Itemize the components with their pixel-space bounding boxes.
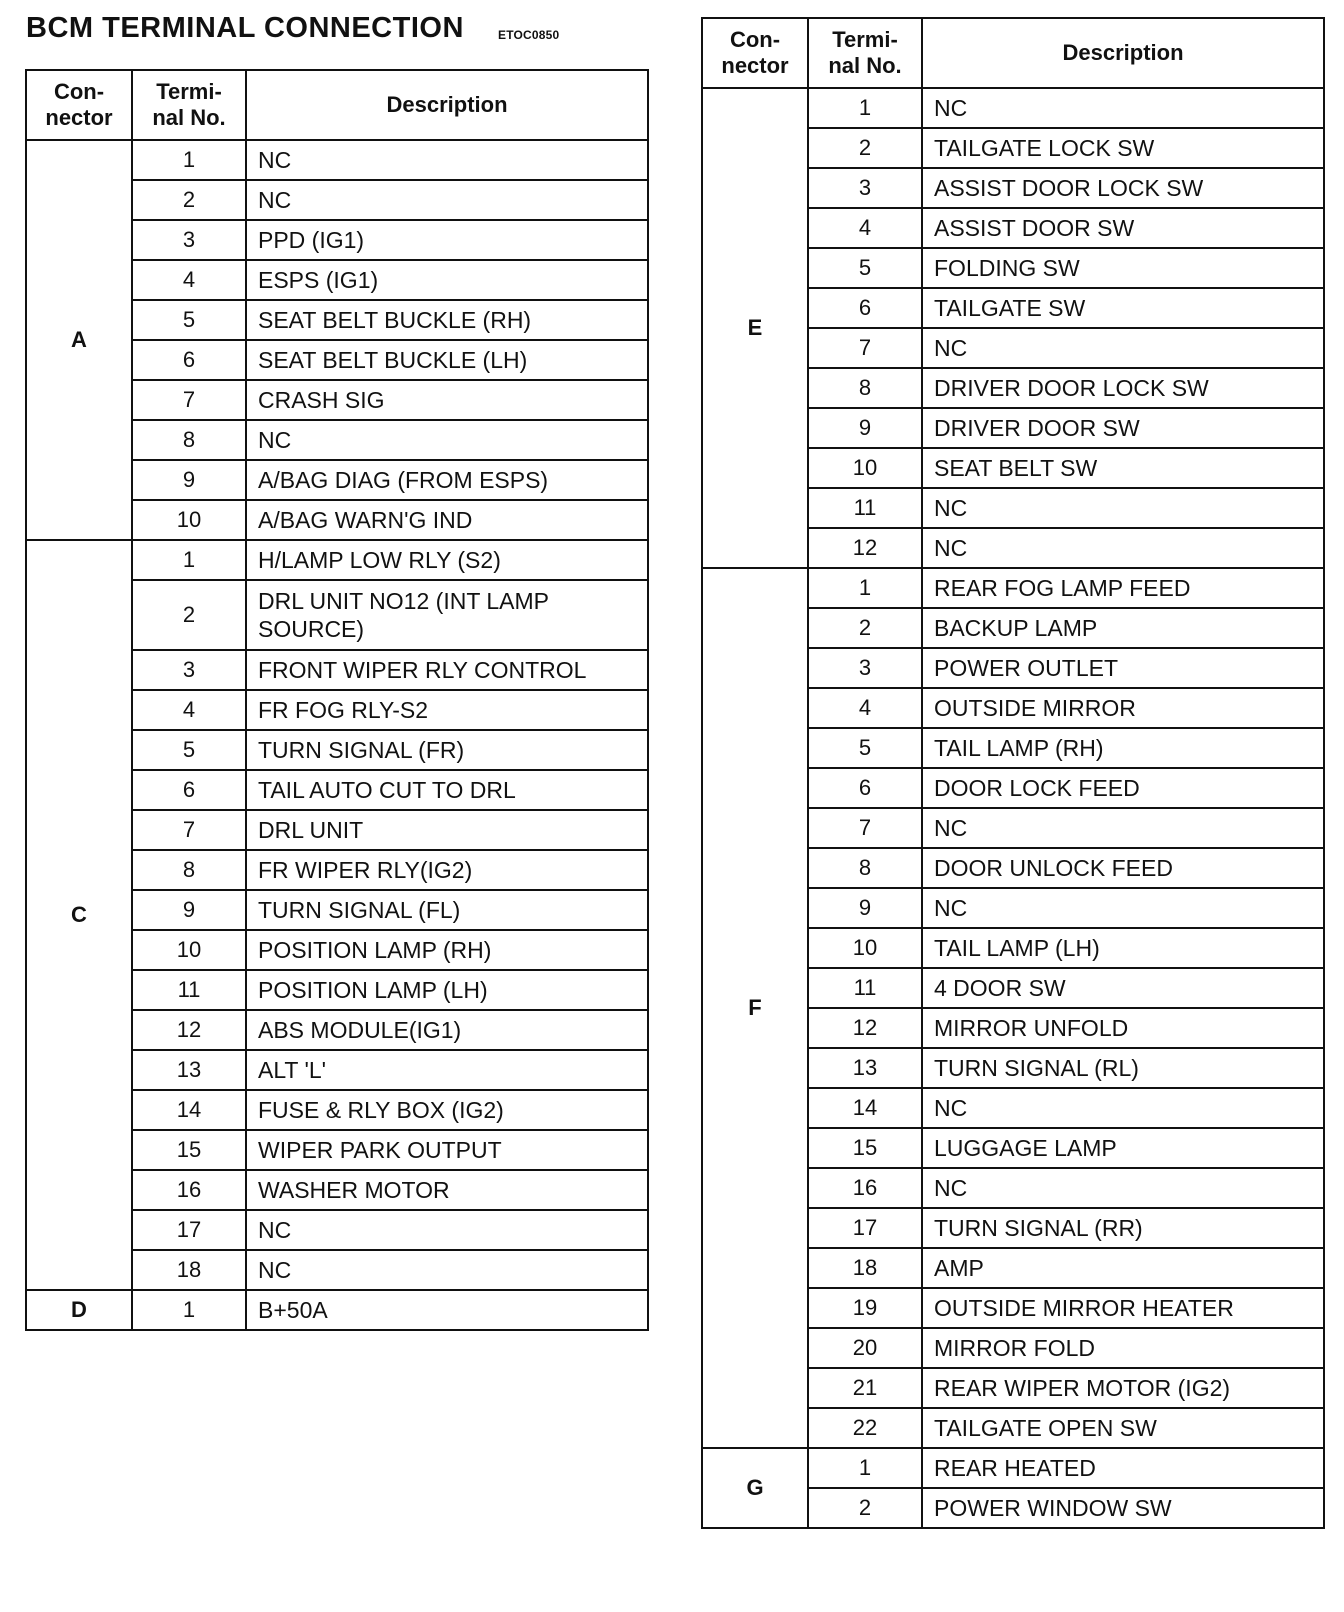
description-cell: BACKUP LAMP (922, 608, 1324, 648)
terminal-number-cell: 10 (808, 448, 922, 488)
terminal-number-cell: 10 (132, 500, 246, 540)
header-terminal: Termi- nal No. (132, 70, 246, 140)
terminal-number-cell: 6 (132, 770, 246, 810)
terminal-number-cell: 8 (132, 420, 246, 460)
description-cell: POWER WINDOW SW (922, 1488, 1324, 1528)
terminal-number-cell: 1 (808, 88, 922, 128)
description-cell: TAIL LAMP (LH) (922, 928, 1324, 968)
table-row (702, 1448, 1324, 1488)
terminal-number-cell: 16 (808, 1168, 922, 1208)
terminal-number-cell: 13 (132, 1050, 246, 1090)
terminal-number-cell: 2 (808, 1488, 922, 1528)
terminal-table-left (25, 69, 649, 1331)
terminal-number-cell: 8 (132, 850, 246, 890)
description-cell: TAIL LAMP (RH) (922, 728, 1324, 768)
description-cell: NC (922, 488, 1324, 528)
terminal-number-cell: 4 (132, 690, 246, 730)
description-cell: DRIVER DOOR LOCK SW (922, 368, 1324, 408)
description-cell: MIRROR UNFOLD (922, 1008, 1324, 1048)
terminal-number-cell: 5 (808, 728, 922, 768)
terminal-number-cell: 11 (808, 968, 922, 1008)
description-cell: ABS MODULE(IG1) (246, 1010, 648, 1050)
description-cell: OUTSIDE MIRROR HEATER (922, 1288, 1324, 1328)
description-cell: DRL UNIT (246, 810, 648, 850)
description-cell: NC (922, 88, 1324, 128)
description-cell: TURN SIGNAL (RR) (922, 1208, 1324, 1248)
description-cell: TAILGATE SW (922, 288, 1324, 328)
description-cell: NC (246, 1210, 648, 1250)
terminal-number-cell: 12 (808, 1008, 922, 1048)
terminal-number-cell: 1 (132, 540, 246, 580)
terminal-number-cell: 6 (808, 768, 922, 808)
terminal-number-cell: 5 (808, 248, 922, 288)
terminal-number-cell: 10 (132, 930, 246, 970)
description-cell: MIRROR FOLD (922, 1328, 1324, 1368)
connector-cell: G (702, 1448, 808, 1528)
description-cell: NC (246, 1250, 648, 1290)
terminal-number-cell: 22 (808, 1408, 922, 1448)
terminal-number-cell: 18 (132, 1250, 246, 1290)
description-cell: DRL UNIT NO12 (INT LAMP SOURCE) (246, 580, 648, 650)
description-cell: NC (246, 180, 648, 220)
description-cell: NC (922, 528, 1324, 568)
description-cell: TURN SIGNAL (FL) (246, 890, 648, 930)
terminal-number-cell: 8 (808, 848, 922, 888)
description-cell: NC (922, 808, 1324, 848)
description-cell: FR WIPER RLY(IG2) (246, 850, 648, 890)
connector-cell: D (26, 1290, 132, 1330)
description-cell: SEAT BELT BUCKLE (LH) (246, 340, 648, 380)
terminal-number-cell: 7 (808, 328, 922, 368)
description-cell: DRIVER DOOR SW (922, 408, 1324, 448)
figure-code: ETOC0850 (498, 28, 560, 42)
description-cell: POSITION LAMP (RH) (246, 930, 648, 970)
terminal-number-cell: 6 (808, 288, 922, 328)
terminal-number-cell: 3 (132, 650, 246, 690)
terminal-number-cell: 4 (132, 260, 246, 300)
terminal-number-cell: 15 (808, 1128, 922, 1168)
terminal-table-right (701, 17, 1325, 1529)
description-cell: LUGGAGE LAMP (922, 1128, 1324, 1168)
terminal-number-cell: 2 (808, 128, 922, 168)
terminal-number-cell: 4 (808, 208, 922, 248)
description-cell: NC (922, 328, 1324, 368)
terminal-number-cell: 18 (808, 1248, 922, 1288)
description-cell: TAILGATE LOCK SW (922, 128, 1324, 168)
terminal-number-cell: 2 (132, 580, 246, 650)
terminal-number-cell: 12 (132, 1010, 246, 1050)
table-row (26, 540, 648, 580)
terminal-number-cell: 13 (808, 1048, 922, 1088)
terminal-number-cell: 2 (132, 180, 246, 220)
connector-cell: A (26, 140, 132, 540)
terminal-number-cell: 17 (132, 1210, 246, 1250)
terminal-number-cell: 7 (132, 380, 246, 420)
terminal-number-cell: 12 (808, 528, 922, 568)
header-description: Description (922, 18, 1324, 88)
terminal-number-cell: 5 (132, 730, 246, 770)
terminal-number-cell: 14 (132, 1090, 246, 1130)
terminal-number-cell: 7 (808, 808, 922, 848)
description-cell: DOOR UNLOCK FEED (922, 848, 1324, 888)
terminal-number-cell: 17 (808, 1208, 922, 1248)
description-cell: FUSE & RLY BOX (IG2) (246, 1090, 648, 1130)
description-cell: TAILGATE OPEN SW (922, 1408, 1324, 1448)
terminal-number-cell: 9 (132, 460, 246, 500)
terminal-number-cell: 2 (808, 608, 922, 648)
terminal-number-cell: 14 (808, 1088, 922, 1128)
description-cell: WASHER MOTOR (246, 1170, 648, 1210)
terminal-number-cell: 6 (132, 340, 246, 380)
terminal-number-cell: 7 (132, 810, 246, 850)
description-cell: TURN SIGNAL (FR) (246, 730, 648, 770)
description-cell: POSITION LAMP (LH) (246, 970, 648, 1010)
terminal-number-cell: 9 (132, 890, 246, 930)
description-cell: REAR HEATED (922, 1448, 1324, 1488)
description-cell: REAR FOG LAMP FEED (922, 568, 1324, 608)
terminal-number-cell: 21 (808, 1368, 922, 1408)
table-row (26, 1290, 648, 1330)
header-connector: Con- nector (702, 18, 808, 88)
description-cell: SEAT BELT BUCKLE (RH) (246, 300, 648, 340)
terminal-number-cell: 19 (808, 1288, 922, 1328)
description-cell: FR FOG RLY-S2 (246, 690, 648, 730)
header-terminal: Termi- nal No. (808, 18, 922, 88)
terminal-number-cell: 8 (808, 368, 922, 408)
description-cell: A/BAG WARN'G IND (246, 500, 648, 540)
description-cell: REAR WIPER MOTOR (IG2) (922, 1368, 1324, 1408)
terminal-number-cell: 5 (132, 300, 246, 340)
terminal-number-cell: 10 (808, 928, 922, 968)
description-cell: AMP (922, 1248, 1324, 1288)
terminal-number-cell: 1 (808, 568, 922, 608)
description-cell: NC (246, 140, 648, 180)
description-cell: FOLDING SW (922, 248, 1324, 288)
terminal-number-cell: 3 (132, 220, 246, 260)
description-cell: FRONT WIPER RLY CONTROL (246, 650, 648, 690)
description-cell: ALT 'L' (246, 1050, 648, 1090)
description-cell: TURN SIGNAL (RL) (922, 1048, 1324, 1088)
terminal-number-cell: 3 (808, 168, 922, 208)
table-row (702, 88, 1324, 128)
terminal-number-cell: 15 (132, 1130, 246, 1170)
terminal-number-cell: 3 (808, 648, 922, 688)
description-cell: B+50A (246, 1290, 648, 1330)
terminal-number-cell: 4 (808, 688, 922, 728)
description-cell: SEAT BELT SW (922, 448, 1324, 488)
description-cell: NC (922, 1088, 1324, 1128)
description-cell: A/BAG DIAG (FROM ESPS) (246, 460, 648, 500)
header-connector: Con- nector (26, 70, 132, 140)
terminal-number-cell: 20 (808, 1328, 922, 1368)
description-cell: TAIL AUTO CUT TO DRL (246, 770, 648, 810)
connector-cell: F (702, 568, 808, 1448)
terminal-number-cell: 1 (808, 1448, 922, 1488)
description-cell: WIPER PARK OUTPUT (246, 1130, 648, 1170)
description-cell: 4 DOOR SW (922, 968, 1324, 1008)
description-cell: POWER OUTLET (922, 648, 1324, 688)
description-cell: DOOR LOCK FEED (922, 768, 1324, 808)
description-cell: CRASH SIG (246, 380, 648, 420)
description-cell: H/LAMP LOW RLY (S2) (246, 540, 648, 580)
description-cell: NC (246, 420, 648, 460)
page-title: BCM TERMINAL CONNECTION (26, 12, 464, 44)
description-cell: NC (922, 1168, 1324, 1208)
table-row (26, 140, 648, 180)
description-cell: PPD (IG1) (246, 220, 648, 260)
connector-cell: E (702, 88, 808, 568)
description-cell: ESPS (IG1) (246, 260, 648, 300)
description-cell: NC (922, 888, 1324, 928)
description-cell: ASSIST DOOR LOCK SW (922, 168, 1324, 208)
terminal-number-cell: 11 (808, 488, 922, 528)
connector-cell: C (26, 540, 132, 1290)
table-row (702, 568, 1324, 608)
terminal-number-cell: 1 (132, 140, 246, 180)
terminal-number-cell: 16 (132, 1170, 246, 1210)
header-description: Description (246, 70, 648, 140)
description-cell: OUTSIDE MIRROR (922, 688, 1324, 728)
terminal-number-cell: 9 (808, 888, 922, 928)
description-cell: ASSIST DOOR SW (922, 208, 1324, 248)
terminal-number-cell: 11 (132, 970, 246, 1010)
terminal-number-cell: 1 (132, 1290, 246, 1330)
terminal-number-cell: 9 (808, 408, 922, 448)
